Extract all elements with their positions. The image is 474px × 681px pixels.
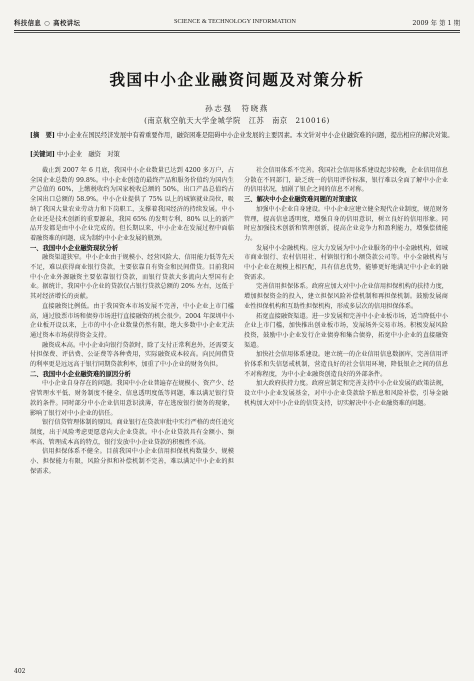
abstract — [30, 131, 454, 141]
body-paragraph: 直接融资比例低。由于我国资本市场发展不完善，中小企业上市门槛高，通过股票市场和债券市场进行直接融资的机会很少。2004 年深圳中小企业板开设以来，上市的中小企业数量仍然有限，绝大多数中小企业无法通过资本市场获得资金支持。 — [30, 302, 234, 339]
issue-info: 2009 年 第 1 期 — [412, 19, 460, 27]
abstract-text: 中小企业在国民经济发展中有着重要作用，融资困难是阻碍中小企业发展的主要因素。本文针对中小企业融资难的问题，提出相应的解决对策。 — [56, 132, 454, 139]
header-rule — [14, 30, 460, 31]
body-paragraph: 完善信用担保体系。政府应加大对中小企业信用担保机构的扶持力度，增加担保资金的投入，建立担保风险补偿机制和再担保机制。鼓励发展商业性担保机构和互助性担保机构，形成多层次的信用担保体系。 — [244, 283, 448, 310]
header-rule-thin — [14, 32, 460, 33]
keywords-text: 中小企业 融资 对策 — [56, 151, 120, 158]
body-paragraph: 社会信用体系不完善。我国社会信用体系建设起步较晚，企业信用信息分散在不同部门，缺乏统一的信用评价标准，银行难以全面了解中小企业的信用状况，加剧了银企之间的信息不对称。 — [244, 167, 448, 194]
body-paragraph: 信用担保体系不健全。目前我国中小企业信用担保机构数量少、规模小、担保能力有限，风险分担和补偿机制不完善，难以满足中小企业的担保需求。 — [30, 448, 234, 475]
body-column-left — [30, 166, 234, 477]
affiliation: (南京航空航天大学金城学院 江苏 南京 210016) — [144, 116, 330, 125]
section-name: 高校讲坛 — [53, 19, 81, 27]
body-paragraph: 银行信贷管理体制的原因。商业银行在贷款审批中实行严格的责任追究制度，出于风险考虑更愿意向大企业贷款。中小企业贷款具有金额小、频率高、管理成本高的特点，银行发放中小企业贷款的积极性不高。 — [30, 419, 234, 446]
body-column-right — [244, 166, 448, 409]
page-number: 402 — [14, 668, 26, 675]
section-heading: 三、解决中小企业融资难问题的对策建议 — [244, 196, 358, 204]
body-paragraph: 拓宽直接融资渠道。进一步发展和完善中小企业板市场，适当降低中小企业上市门槛，加快推出创业板市场，发展场外交易市场。积极发展风险投资，鼓励中小企业发行企业债券和集合债券，拓宽中小企业的直接融资渠道。 — [244, 312, 448, 349]
section-heading: 一、我国中小企业融资现状分析 — [30, 244, 119, 252]
body-paragraph: 融资渠道狭窄。中小企业由于规模小、经营风险大、信用能力低等先天不足，难以获得商业银行贷款，主要依靠自有资金和民间借贷。目前我国中小企业外源融资主要依靠银行贷款，而银行贷款大多流向大型国有企业。据统计，我国中小企业的贷款仅占银行贷款总额的 20% 左右，远低于其对经济增长的贡献。 — [30, 254, 234, 301]
body-paragraph: 加快社会信用体系建设。建立统一的企业信用信息数据库，完善信用评价体系和失信惩戒机制，营造良好的社会信用环境，降低银企之间的信息不对称程度，为中小企业融资创造良好的外部条件。 — [244, 351, 448, 378]
section-heading: 二、我国中小企业融资难的原因分析 — [30, 370, 131, 378]
body-paragraph: 融资成本高。中小企业向银行贷款时，除了支付正常利息外，还需要支付担保费、评估费、公证费等各种费用，实际融资成本较高。向民间借贷的利率更是远远高于银行同期贷款利率，加重了中小企业的财务负担。 — [30, 341, 234, 369]
body-paragraph: 加大政府扶持力度。政府应制定和完善支持中小企业发展的政策法规，设立中小企业发展基金，对中小企业贷款给予贴息和风险补偿，引导金融机构加大对中小企业的信贷支持，切实解决中小企业融资难的问题。 — [244, 380, 448, 407]
article-title: 我国中小企业融资问题及对策分析 — [109, 71, 365, 89]
bullet-icon: ○ — [44, 19, 51, 27]
journal-section — [14, 18, 80, 27]
body-paragraph: 截止到 2007 年 6 月底，我国中小企业数量已达到 4200 多万户，占全国企业总数的 99.8%。中小企业创造的最终产品和服务价值约为国内生产总值的 60%，上缴税收约为国家税收总额的 50%，出口产品总值约占全国出口总额的 58.9%。中小企业提供了 75% 以上的城镇就业岗位，吸纳了我国大量农业劳动力和下岗职工，支撑着我国经济的持续发展。中小企业还是技术创新的重要源泉，我国 65% 的发明专利、80% 以上的新产品开发都是由中小企业完成的。但长期以来，中小企业在发展过程中面临着融资难的问题，成为制约中小企业发展的瓶颈。 — [30, 167, 234, 242]
running-header — [14, 14, 460, 34]
journal-english-title: SCIENCE & TECHNOLOGY INFORMATION — [174, 18, 296, 25]
journal-name: 科技信息 — [14, 19, 42, 27]
body-paragraph: 加强中小企业自身建设。中小企业应建立健全现代企业制度，规范财务管理，提高信息透明度，增强自身的信用意识，树立良好的信用形象。同时应加强技术创新和管理创新，提高企业竞争力和盈利能力，增强偿债能力。 — [244, 205, 448, 242]
authors: 孙志强 符晓燕 — [205, 104, 269, 113]
body-paragraph: 发展中小金融机构。应大力发展为中小企业服务的中小金融机构，如城市商业银行、农村信用社、村镇银行和小额贷款公司等。中小金融机构与中小企业在规模上相匹配，具有信息优势，能够更好地满足中小企业的融资需求。 — [244, 244, 448, 281]
keywords — [30, 150, 454, 160]
keywords-label: [关键词] — [30, 151, 55, 158]
abstract-label: [摘 要] — [30, 132, 55, 139]
body-paragraph: 中小企业自身存在的问题。我国中小企业普遍存在规模小、资产少、经营管理水平低、财务制度不健全、信息透明度低等问题，难以满足银行贷款的条件。同时部分中小企业信用意识淡薄，存在逃废银行债务的现象，影响了银行对中小企业的信任。 — [30, 380, 234, 417]
